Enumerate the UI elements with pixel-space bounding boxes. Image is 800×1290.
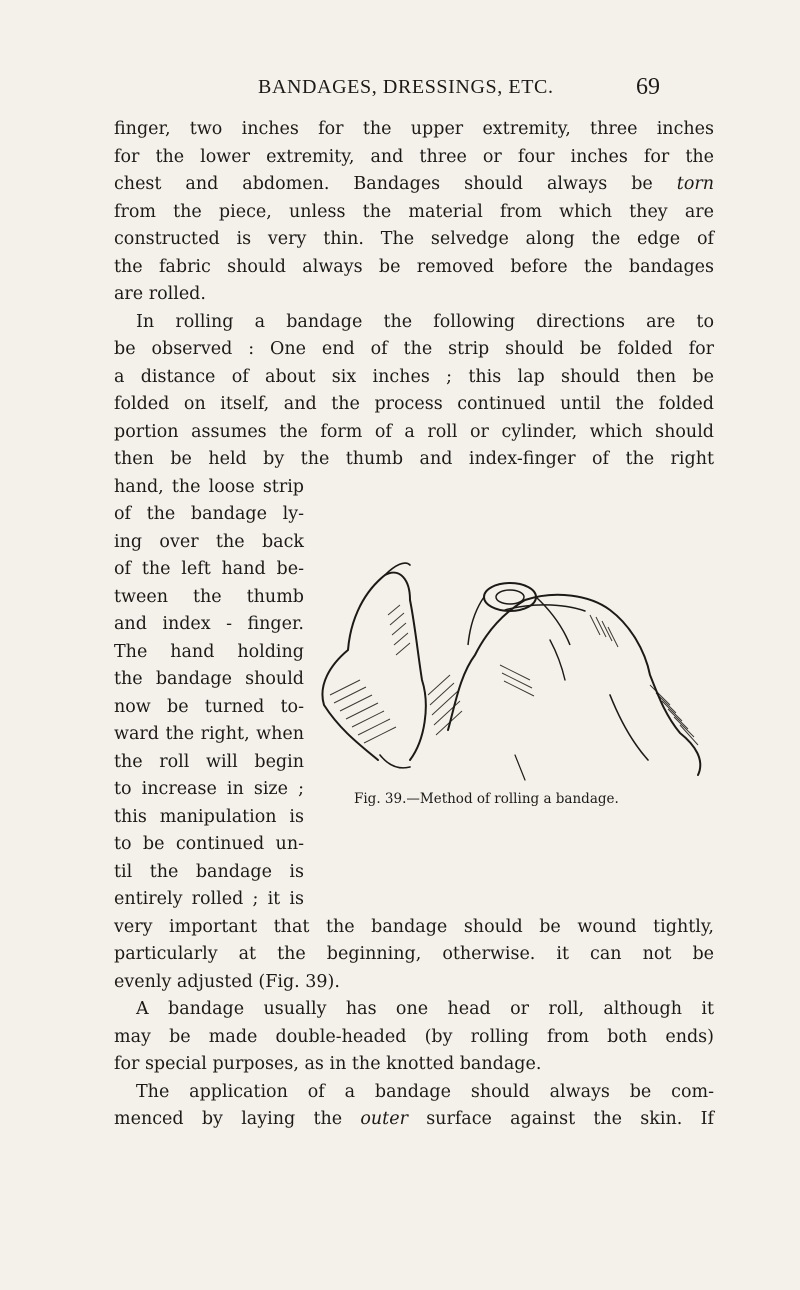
text-line: til the bandage is <box>114 861 304 882</box>
text-line: now be turned to- <box>114 696 304 717</box>
text-line: chest and abdomen. Bandages should always be torn <box>114 174 714 194</box>
hands-illustration <box>300 555 720 785</box>
text-line: may be made double-headed (by rolling from both ends) <box>114 1026 714 1047</box>
text-line: then be held by the thumb and index-finger of the right <box>114 449 714 469</box>
page-number: 69 <box>636 74 660 100</box>
text-line: and index - finger. <box>114 614 304 634</box>
text-line: folded on itself, and the process continued until the folded <box>114 394 714 414</box>
text-line: are rolled. <box>114 284 206 304</box>
text-line: very important that the bandage should be wound tightly, <box>114 916 714 937</box>
emphasis: torn <box>676 174 714 194</box>
text-line: a distance of about six inches ; this lap should then be <box>114 366 714 387</box>
text-line: hand, the loose strip <box>114 476 304 497</box>
text-line: for special purposes, as in the knotted bandage. <box>114 1054 542 1074</box>
text-line: this manipulation is <box>114 806 304 827</box>
text-line: of the bandage ly- <box>114 504 304 524</box>
text-line: evenly adjusted (Fig. 39). <box>114 971 340 992</box>
text-line: to increase in size ; <box>114 779 304 799</box>
text-line: particularly at the beginning, otherwise. it can not be <box>114 944 714 964</box>
text-line: entirely rolled ; it is <box>114 889 304 909</box>
text-line: ward the right, when <box>114 724 304 744</box>
text-line: ing over the back <box>114 531 304 552</box>
text-line: constructed is very thin. The selvedge along the edge of <box>114 229 714 249</box>
text-line: the fabric should always be removed before the bandages <box>114 256 714 277</box>
text-line: be observed : One end of the strip should be folded for <box>114 339 714 359</box>
text-line: The hand holding <box>114 641 304 662</box>
text-line: the roll will begin <box>114 751 304 772</box>
emphasis: outer <box>360 1109 408 1129</box>
text-line: In rolling a bandage the following directions are to <box>136 311 714 332</box>
text-line: for the lower extremity, and three or four inches for the <box>114 146 714 167</box>
figure-caption: Fig. 39.—Method of rolling a bandage. <box>354 791 619 807</box>
text-line: portion assumes the form of a roll or cylinder, which should <box>114 421 714 442</box>
running-head: BANDAGES, DRESSINGS, ETC. <box>258 76 554 98</box>
text-line: of the left hand be- <box>114 559 304 579</box>
text-line: tween the thumb <box>114 586 304 607</box>
text-line: A bandage usually has one head or roll, although it <box>136 999 714 1019</box>
text-line: from the piece, unless the material from which they are <box>114 201 714 222</box>
text-line: finger, two inches for the upper extremity, three inches <box>114 119 714 139</box>
page-header <box>0 68 800 108</box>
text-line: the bandage should <box>114 669 304 689</box>
text-line: The application of a bandage should always be com- <box>136 1081 714 1102</box>
text-line: menced by laying the outer surface against the skin. If <box>114 1109 714 1129</box>
figure-hands-rolling-bandage <box>300 555 720 785</box>
text-line: to be continued un- <box>114 834 304 854</box>
